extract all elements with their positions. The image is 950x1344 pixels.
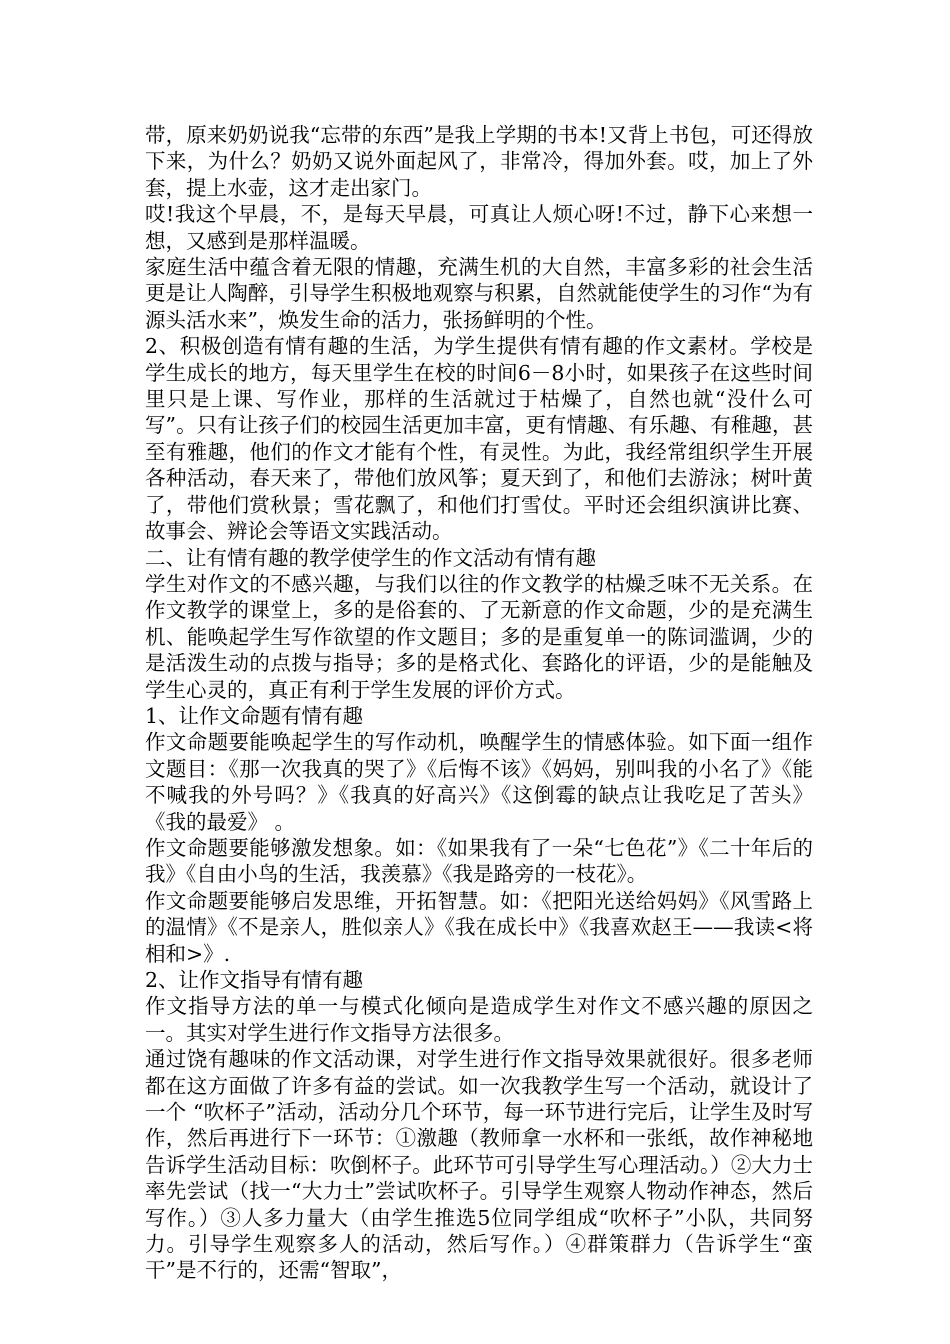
paragraph-point-2-activities: 2、积极创造有情有趣的生活，为学生提供有情有趣的作文素材。学校是学生成长的地方，每天里学生在校的时间6－8小时，如果孩子在这些时间里只是上课、写作业，那样的生活就过于枯燥了，自然也就“没什么可写”。只有让孩子们的校园生活更加丰富，更有情趣、有乐趣、有稚趣，甚至有雅趣，他们的作文才能有个性，有灵性。为此，我经常组织学生开展各种活动，春天来了，带他们放风筝；夏天到了，和他们去游泳；树叶黄了，带他们赏秋景；雪花飘了，和他们打雪仗。平时还会组织演讲比赛、故事会、辨论会等语文实践活动。 [145,334,813,544]
paragraph-topics-imagination: 作文命题要能够激发想象。如：《如果我有了一朵“七色花”》《二十年后的我》《自由小鸟的生活，我羡慕》《我是路旁的一枝花》。 [145,835,813,887]
document-page [145,122,813,1284]
paragraph-topics-emotion: 作文命题要能唤起学生的写作动机，唤醒学生的情感体验。如下面一组作文题目：《那一次我真的哭了》《后悔不该》《妈妈，别叫我的小名了》《能不喊我的外号吗？》《我真的好高兴》《这倒霉的缺点让我吃足了苦头》 《我的最爱》 。 [145,730,813,834]
paragraph-activity-class: 通过饶有趣味的作文活动课，对学生进行作文指导效果就很好。很多老师都在这方面做了许多有益的尝试。如一次我教学生写一个活动，就设计了一个 “吹杯子”活动，活动分几个环节，每一环节进行完后，让学生及时写作，然后再进行下一环节：①激趣（教师拿一水杯和一张纸，故作神秘地告诉学生活动目标：吹倒杯子。此环节可引导学生写心理活动。）②大力士率先尝试（找一“大力士”尝试吹杯子。引导学生观察人物动作神态，然后写作。）③人多力量大（由学生推选5位同学组成“吹杯子”小队，共同努力。引导学生观察多人的活动，然后写作。）④群策群力（告诉学生“蛮干”是不行的，还需“智取”， [145,1047,813,1283]
section-heading-2: 二、让有情有趣的教学使学生的作文活动有情有趣 [145,545,596,570]
paragraph-guidance-methods: 作文指导方法的单一与模式化倾向是造成学生对作文不感兴趣的原因之一。其实对学生进行作文指导方法很多。 [145,994,813,1045]
paragraph-teaching-problems: 学生对作文的不感兴趣，与我们以往的作文教学的枯燥乏味不无关系。在作文教学的课堂上，多的是俗套的、了无新意的作文命题，少的是充满生机、能唤起学生写作欲望的作文题目；多的是重复单一的陈词滥调，少的是活泼生动的点拨与指导；多的是格式化、套路化的评语，少的是能触及学生心灵的，真正有利于学生发展的评价方式。 [145,571,813,702]
subheading-guidance: 2、让作文指导有情有趣 [145,968,364,992]
paragraph-continuation: 带，原来奶奶说我“忘带的东西”是我上学期的书本!又背上书包，可还得放下来，为什么？奶奶又说外面起风了，非常冷，得加外套。哎，加上了外套，提上水壶，这才走出家门。 [145,123,813,200]
paragraph-family-life: 家庭生活中蕴含着无限的情趣，充满生机的大自然，丰富多彩的社会生活更是让人陶醉，引导学生积极地观察与积累，自然就能使学生的习作“为有源头活水来”，焕发生命的活力，张扬鲜明的个性。 [145,255,813,332]
paragraph-topics-thinking: 作文命题要能够启发思维，开拓智慧。如：《把阳光送给妈妈》《风雪路上的温情》《不是亲人，胜似亲人》《我在成长中》《我喜欢赵王——我读<将相和>》. [145,888,813,966]
paragraph-morning: 哎!我这个早晨，不，是每天早晨，可真让人烦心呀!不过，静下心来想一想，又感到是那样温暖。 [145,202,813,253]
subheading-topics: 1、让作文命题有情有趣 [145,703,364,728]
